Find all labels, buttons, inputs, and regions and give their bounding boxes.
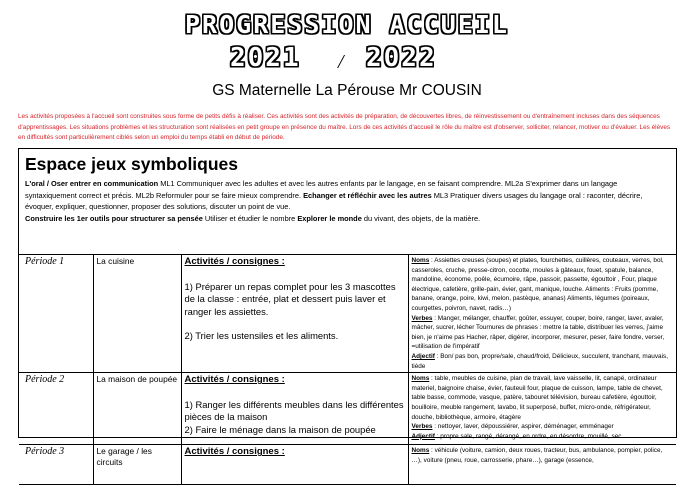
competence-exchange-text: ML3 Pratiquer divers usages du langage oral : raconter, décrire, évoquer, expliquer, questionner, proposer des solutions, discuter un point de vue. [25, 190, 643, 211]
intro-paragraph: Les activités proposées à l'accueil sont construites sous forme de petits défis à réaliser. Ces activités sont des activités de préparation, de découvertes libres, de réinvestissement ou d'entraînement incluses dans des séquences d'apprentissages. Les situations problèmes et les structuration sont réalisées en petit groupe en présence du maître. Lors de ces activités d'accueil le rôle du maître est d'observer, solliciter, relancer, motiver ou d'évaluer. Les élèves en difficultés sont particulièrement ciblés selon un emploi du temps établi en début de période. [18, 113, 671, 141]
period-label: Période 1 [19, 255, 93, 373]
activities-cell [181, 373, 408, 445]
vocabulary-label: Noms [411, 375, 430, 383]
competences-text [25, 178, 670, 224]
class-subtitle: GS Maternelle La Pérouse Mr COUSIN [212, 82, 482, 99]
space-header [19, 149, 676, 255]
vocabulary-cell [408, 255, 676, 373]
vocabulary-label: Adjectif [411, 432, 435, 440]
year-start: 2021 [230, 43, 301, 73]
year-separator: / [338, 51, 344, 73]
period-theme: Le garage / les circuits [93, 445, 181, 485]
vocabulary-entry [412, 256, 674, 314]
competence-tools-label: Construire les 1er outils pour structurer sa pensée [25, 213, 203, 223]
competence-exchange-label: Echanger et réfléchir avec les autres [303, 190, 432, 200]
vocabulary-text: : nettoyer, laver, dépoussiérer, aspirer, déménager, emménager [432, 423, 614, 431]
vocabulary-text: : Assiettes creuses (soupes) et plates, fourchettes, cuillères, couteaux, verres, bol, casseroles, cruche, presse-citron, cocotte, moules à gâteaux, fouet, spatule, balance, mandoline, économe, poêle, écumoire, râpe, passoir, passette, égouttoir , Four, plaque électrique, cafetière, grille-pain, évier, gant, manique, louche. Aliments : Fruits (pomme, banane, orange, poire, kiwi, melon, pastèque, ananas) Aliments, légumes (poireaux, courgettes, poivron, navet, radis…) [411, 257, 664, 312]
vocabulary-text: : table, meubles de cuisine, plan de travail, lave vaisselle, lit, canapé, ordinateur materiel, baignoire chaise, évier, fauteuil four, plaque de cuisson, lampe, table de chevet, table basse, commode, vasque, patère, tabouret télévision, bureau cafetière, égouttoir, bouilloire, meuble rangement, lavabo, lit superposé, buffet, micro-onde, réfrigérateur, douche, bibliothèque, armoire, étagère [411, 375, 663, 421]
activity-item: 2) Faire le ménage dans la maison de poupée [184, 423, 376, 435]
period-row [19, 373, 676, 445]
school-year [0, 43, 694, 75]
period-row [19, 255, 676, 373]
vocabulary-entry [412, 314, 674, 352]
year-end: 2022 [366, 43, 437, 73]
vocabulary-entry [412, 352, 674, 371]
vocabulary-text: : Bon/ pas bon, propre/sale, chaud/froid, Délicieux, succulent, tranchant, mauvais, tiède [411, 352, 668, 370]
vocabulary-text: : propre sale, rangé, dérangé, en ordre, en désordre, mouillé, sec [434, 432, 622, 440]
activity-item: 2) Trier les ustensiles et les aliments. [184, 330, 339, 342]
vocabulary-text: : Manger, mélanger, chauffer, goûter, essuyer, couper, boire, ranger, laver, avaler, mâcher, sucrer, lécher Tournures de phrases : mettre la table, distribuer les verres, j'aime bien, je n'aime pas Hacher, râper, digérer, incorporer, mesurer, peser, faire fondre, verser, =utilisation de l'impératif [411, 314, 665, 351]
competence-world-text: du vivant, des objets, de la matière. [361, 213, 481, 223]
vocabulary-entry [412, 374, 674, 422]
period-theme: La maison de poupée [93, 373, 181, 445]
activities-heading: Activités / consignes : [184, 446, 285, 458]
activities-cell [181, 255, 408, 373]
period-label: Période 2 [19, 373, 93, 445]
space-title: Espace jeux symboliques [25, 154, 239, 174]
period-label: Période 3 [19, 445, 93, 485]
vocabulary-label: Noms [411, 257, 430, 264]
competence-oral-text: ML1 Communiquer avec les adultes et avec les autres enfants par le langage, en se faisant comprendre. ML2a S'exprimer dans un langage syntaxiquement correct et précis. ML2b Reformuler pour se faire mieux comprendre. [25, 179, 618, 200]
activity-item: 1) Ranger les différents meubles dans les différentes pièces de la maison [184, 398, 404, 423]
period-theme: La cuisine [93, 255, 181, 373]
document-title: PROGRESSION ACCUEIL [185, 10, 509, 39]
vocabulary-entry [412, 446, 674, 465]
vocabulary-cell [408, 445, 676, 485]
competence-oral-label: L'oral / Oser entrer en communication [25, 179, 159, 188]
vocabulary-entry [412, 422, 674, 432]
activity-item: 1) Préparer un repas complet pour les 3 mascottes de la classe : entrée, plat et dessert puis laver et ranger les assiettes. [184, 280, 396, 317]
activities-cell [181, 445, 408, 485]
vocabulary-label: Noms [411, 447, 430, 455]
activities-heading: Activités / consignes : [184, 256, 285, 267]
competence-number-text: Utiliser et étudier le nombre [202, 213, 298, 223]
vocabulary-text: : véhicule (voiture, camion, deux roues, tracteur, bus, ambulance, pompier, police, …), voiture (pneu, roue, carrosserie, phare…), garage (essence, [411, 447, 663, 464]
vocabulary-label: Adjectif [411, 352, 435, 360]
period-row [19, 445, 676, 485]
competence-world-label: Explorer le monde [297, 213, 362, 223]
vocabulary-entry [412, 432, 674, 442]
activity-space-box [18, 148, 677, 468]
activities-heading: Activités / consignes : [184, 374, 285, 386]
period-table [19, 254, 676, 485]
vocabulary-cell [408, 373, 676, 445]
vocabulary-label: Verbes [411, 314, 433, 322]
vocabulary-label: Verbes [411, 423, 433, 431]
